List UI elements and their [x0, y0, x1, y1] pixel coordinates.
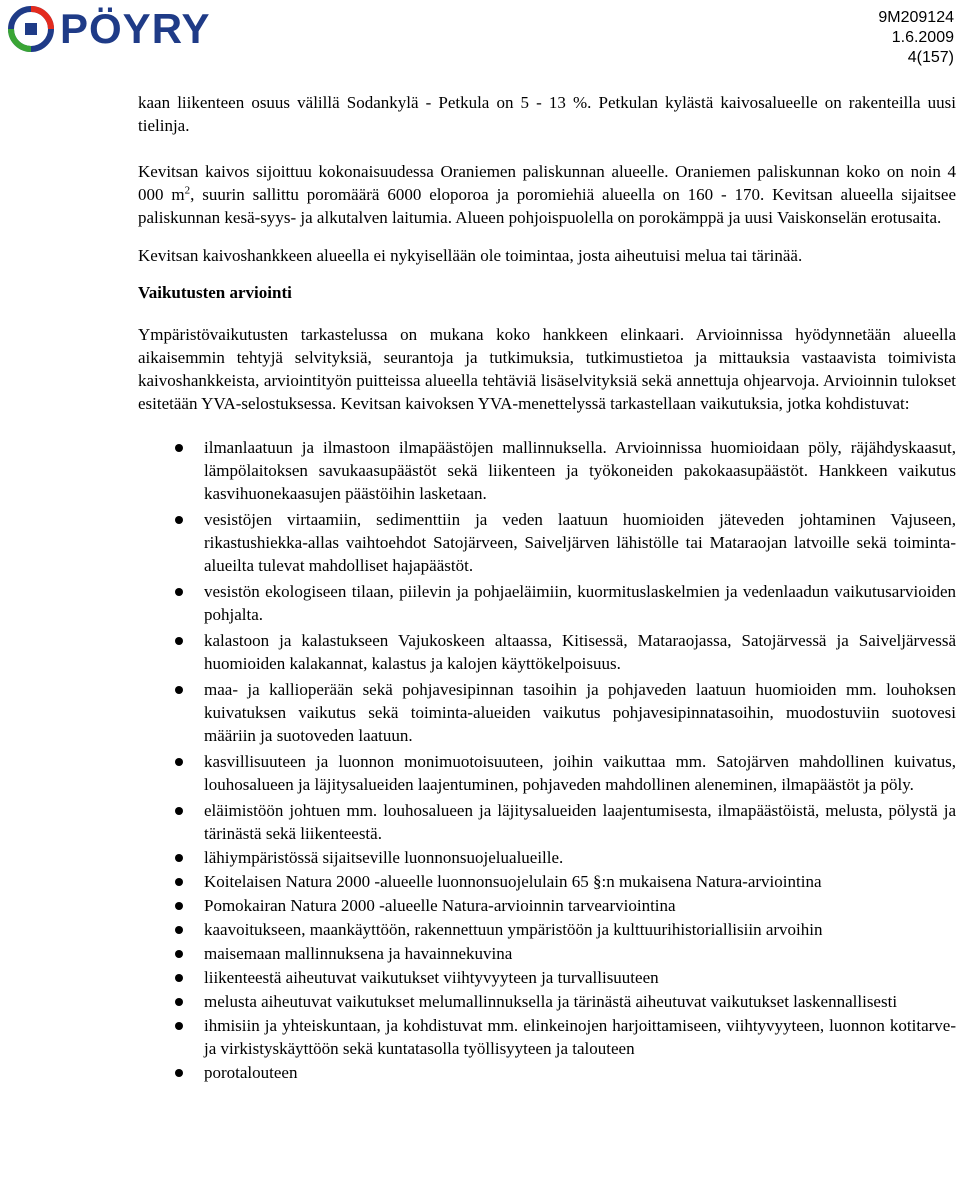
- logo-wordmark: PÖYRY: [60, 5, 211, 52]
- list-item-text: Koitelaisen Natura 2000 -alueelle luonnonsuojelulain 65 §:n mukaisena Natura-arviointina: [204, 872, 822, 891]
- paragraph-reindeer-herding: [138, 160, 956, 229]
- document-date: 1.6.2009: [891, 29, 954, 46]
- list-item-text: porotalouteen: [204, 1063, 298, 1082]
- spacer: [138, 415, 956, 436]
- list-item-text: kalastoon ja kalastukseen Vajukoskeen altaassa, Kitisessä, Mataraojassa, Satojärvessä ja Saiveljärvessä huomioiden kalakannat, kalastus ja kalojen käyttökelpoisuus.: [204, 631, 956, 673]
- list-item: [138, 750, 956, 796]
- bullet-icon: [175, 974, 183, 982]
- list-item-text: melusta aiheutuvat vaikutukset melumallinnuksella ja tärinästä aiheutuvat vaikutukset laskennallisesti: [204, 992, 898, 1011]
- list-item: [138, 1014, 956, 1060]
- list-item-text: Pomokairan Natura 2000 -alueelle Natura-arvioinnin tarvearviointina: [204, 896, 676, 915]
- paragraph-reindeer-text-1: Kevitsan kaivos sijoittuu kokonaisuudessa Oraniemen paliskunnan alueelle. Oraniemen paliskunnan koko on noin 4 000 m: [138, 162, 956, 204]
- list-item: [138, 799, 956, 845]
- list-item: [138, 990, 956, 1013]
- list-item: [138, 629, 956, 675]
- bullet-icon: [175, 637, 183, 645]
- bullet-icon: [175, 686, 183, 694]
- list-item: [138, 1061, 956, 1084]
- document-info: [878, 8, 954, 68]
- paragraph-assessment: Ympäristövaikutusten tarkastelussa on mukana koko hankkeen elinkaari. Arvioinnissa hyödynnetään alueella aikaisemmin tehtyjä selvityksiä, seurantoja ja tutkimuksia, tutkimustietoa ja mittauksia vastaavista toimivista kaivoshankkeista, arviointityön puitteissa alueella tehtäviä lisäselvityksiä sekä annettuja ohjearvoja. Arvioinnin tulokset esitetään YVA-selostuksessa. Kevitsan kaivoksen YVA-menettelyssä tarkastellaan vaikutuksia, jotka kohdistuvat:: [138, 325, 956, 413]
- list-item: [138, 580, 956, 626]
- list-item-text: vesistöjen virtaamiin, sedimenttiin ja veden laatuun huomioiden jäteveden johtaminen Vajuseen, rikastushiekka-allas vaihtoehdot Satojärveen, Saiveljärven lähistölle tai Mataraojan latvoille sekä toiminta-alueilta tulevat mahdolliset hajapäästöt.: [204, 510, 956, 575]
- impact-list: [138, 436, 956, 1084]
- list-item-text: eläimistöön johtuen mm. louhosalueen ja läjitysalueiden laajentumisesta, ilmapäästöistä, melusta, pölystä ja tärinästä sekä liikenteestä.: [204, 801, 956, 843]
- document-number: 9M209124: [878, 9, 954, 26]
- list-item-text: kasvillisuuteen ja luonnon monimuotoisuuteen, joihin vaikuttaa mm. Satojärven mahdollinen kuivatus, louhosalueen ja läjitysalueiden laajentuminen, pohjaveden mahdollinen aleneminen, ilmapäästöt ja pöly.: [204, 752, 956, 794]
- bullet-icon: [175, 588, 183, 596]
- bullet-icon: [175, 807, 183, 815]
- bullet-icon: [175, 444, 183, 452]
- spacer: [138, 267, 956, 281]
- list-item: [138, 846, 956, 869]
- list-item: [138, 966, 956, 989]
- paragraph-noise: Kevitsan kaivoshankkeen alueella ei nykyisellään ole toimintaa, josta aiheutuisi melua tai tärinää.: [138, 246, 803, 265]
- list-item: [138, 918, 956, 941]
- document-body: [138, 91, 956, 1084]
- bullet-icon: [175, 998, 183, 1006]
- bullet-icon: [175, 1022, 183, 1030]
- bullet-icon: [175, 902, 183, 910]
- spacer: [138, 137, 956, 160]
- list-item: [138, 870, 956, 893]
- spacer: [138, 304, 956, 323]
- spacer: [138, 229, 956, 244]
- list-item-text: liikenteestä aiheutuvat vaikutukset viihtyvyyteen ja turvallisuuteen: [204, 968, 659, 987]
- bullet-icon: [175, 950, 183, 958]
- bullet-icon: [175, 854, 183, 862]
- list-item: [138, 894, 956, 917]
- company-logo: [8, 6, 210, 52]
- list-item: [138, 942, 956, 965]
- list-item-text: maa- ja kallioperään sekä pohjavesipinnan tasoihin ja pohjaveden laatuun huomioiden mm. louhoksen kuivatuksen vaikutus sekä toiminta-alueiden vaikutus pohjavesipinnatasoihin, muodostuviin suotovesi määriin ja suotoveden laatuun.: [204, 680, 956, 745]
- paragraph-reindeer-text-2: , suurin sallittu poromäärä 6000 eloporoa ja poromiehiä alueella on 160 - 170. Kevitsan alueella sijaitsee paliskunnan kesä-syys- ja alkutalven laitumia. Alueen pohjoispuolella on porokämppä ja uusi Vaiskonselän erotusaita.: [138, 185, 956, 227]
- list-item-text: kaavoitukseen, maankäyttöön, rakennettuun ympäristöön ja kulttuurihistoriallisiin arvoihin: [204, 920, 823, 939]
- list-item: [138, 508, 956, 577]
- list-item-text: lähiympäristössä sijaitseville luonnonsuojelualueille.: [204, 848, 564, 867]
- bullet-icon: [175, 1069, 183, 1077]
- superscript: 2: [184, 184, 191, 197]
- bullet-icon: [175, 758, 183, 766]
- bullet-icon: [175, 516, 183, 524]
- list-item: [138, 678, 956, 747]
- list-item-text: ilmanlaatuun ja ilmastoon ilmapäästöjen mallinnuksella. Arvioinnissa huomioidaan pöly, räjähdyskaasut, lämpölaitoksen savukaasupäästöt sekä liikenteen ja työkoneiden pakokaasupäästöt. Hankkeen vaikutus kasvihuonekaasujen päästöihin lasketaan.: [204, 438, 956, 503]
- section-heading: Vaikutusten arviointi: [138, 283, 292, 302]
- page-number: 4(157): [907, 49, 954, 66]
- poyry-logo-icon: [8, 6, 54, 52]
- bullet-icon: [175, 926, 183, 934]
- list-item-text: vesistön ekologiseen tilaan, piilevin ja pohjaeläimiin, kuormituslaskelmien ja vedenlaadun vaikutusarvioiden pohjalta.: [204, 582, 956, 624]
- list-item-text: ihmisiin ja yhteiskuntaan, ja kohdistuvat mm. elinkeinojen harjoittamiseen, viihtyvyyteen, luonnon kotitarve- ja virkistyskäyttöön sekä kuntatasolla työllisyyteen ja talouteen: [204, 1016, 956, 1058]
- list-item-text: maisemaan mallinnuksena ja havainnekuvina: [204, 944, 513, 963]
- list-item: [138, 436, 956, 505]
- bullet-icon: [175, 878, 183, 886]
- paragraph-traffic: kaan liikenteen osuus välillä Sodankylä - Petkula on 5 - 13 %. Petkulan kylästä kaivosalueelle on rakenteilla uusi tielinja.: [138, 93, 956, 135]
